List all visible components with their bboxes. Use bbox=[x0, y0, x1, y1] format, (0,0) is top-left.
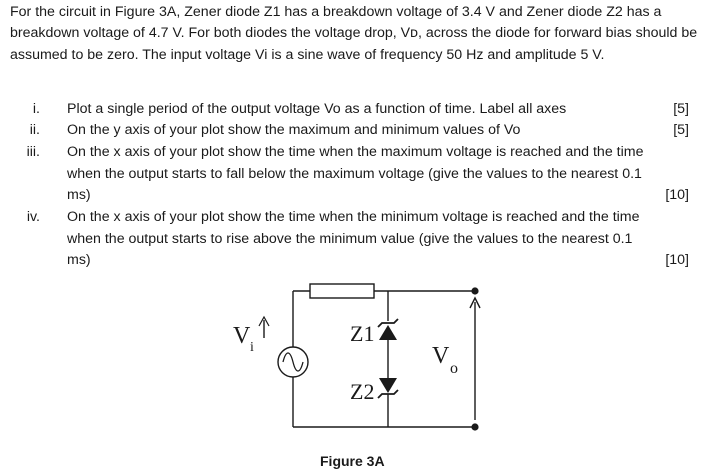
question-marks: [10] bbox=[665, 187, 689, 203]
z1-label: Z1 bbox=[350, 321, 375, 346]
problem-statement: For the circuit in Figure 3A, Zener diode Z1 has a breakdown voltage of 3.4 V and Zener diode Z2 has a breakdown voltage of 4.7 V. For both diodes the voltage drop, Vᴅ, across the diode for forward bias should be assumed to be zero. The input voltage Vi is a sine wave of frequency 50 Hz and amplitude 5 V. bbox=[10, 4, 698, 63]
question-marks: [5] bbox=[673, 122, 689, 138]
question-number: i. bbox=[32, 101, 40, 117]
question-text: On the y axis of your plot show the maximum and minimum values of Vo bbox=[67, 122, 521, 138]
question-marks: [5] bbox=[673, 101, 689, 117]
zener-diode-z1-icon bbox=[378, 319, 398, 340]
question-text-line-1: On the x axis of your plot show the time when the maximum voltage is reached and the time bbox=[67, 144, 644, 160]
question-number: iii. bbox=[26, 144, 40, 160]
question-text: Plot a single period of the output voltage Vo as a function of time. Label all axes bbox=[67, 101, 567, 117]
resistor bbox=[310, 284, 374, 298]
output-terminal-bottom bbox=[471, 423, 478, 430]
vi-subscript: i bbox=[250, 340, 254, 355]
question-marks: [10] bbox=[665, 252, 689, 268]
vi-label: V bbox=[233, 323, 251, 349]
question-text-line-3: ms) bbox=[67, 252, 91, 268]
question-text-line-3: ms) bbox=[67, 187, 91, 203]
ac-source-icon bbox=[278, 347, 308, 377]
vo-subscript: o bbox=[450, 360, 458, 377]
vo-label: V bbox=[432, 343, 450, 369]
question-text-line-1: On the x axis of your plot show the time when the minimum voltage is reached and the time bbox=[67, 209, 640, 225]
question-text-line-2: when the output starts to rise above the minimum value (give the values to the nearest 0.1 bbox=[67, 231, 633, 247]
figure-caption: Figure 3A bbox=[320, 453, 385, 469]
question-number: iv. bbox=[26, 209, 40, 225]
output-terminal-top bbox=[471, 287, 478, 294]
z2-label: Z2 bbox=[350, 379, 375, 404]
question-number: ii. bbox=[29, 122, 40, 138]
question-text-line-2: when the output starts to fall below the maximum voltage (give the values to the nearest 0.1 bbox=[67, 166, 642, 182]
